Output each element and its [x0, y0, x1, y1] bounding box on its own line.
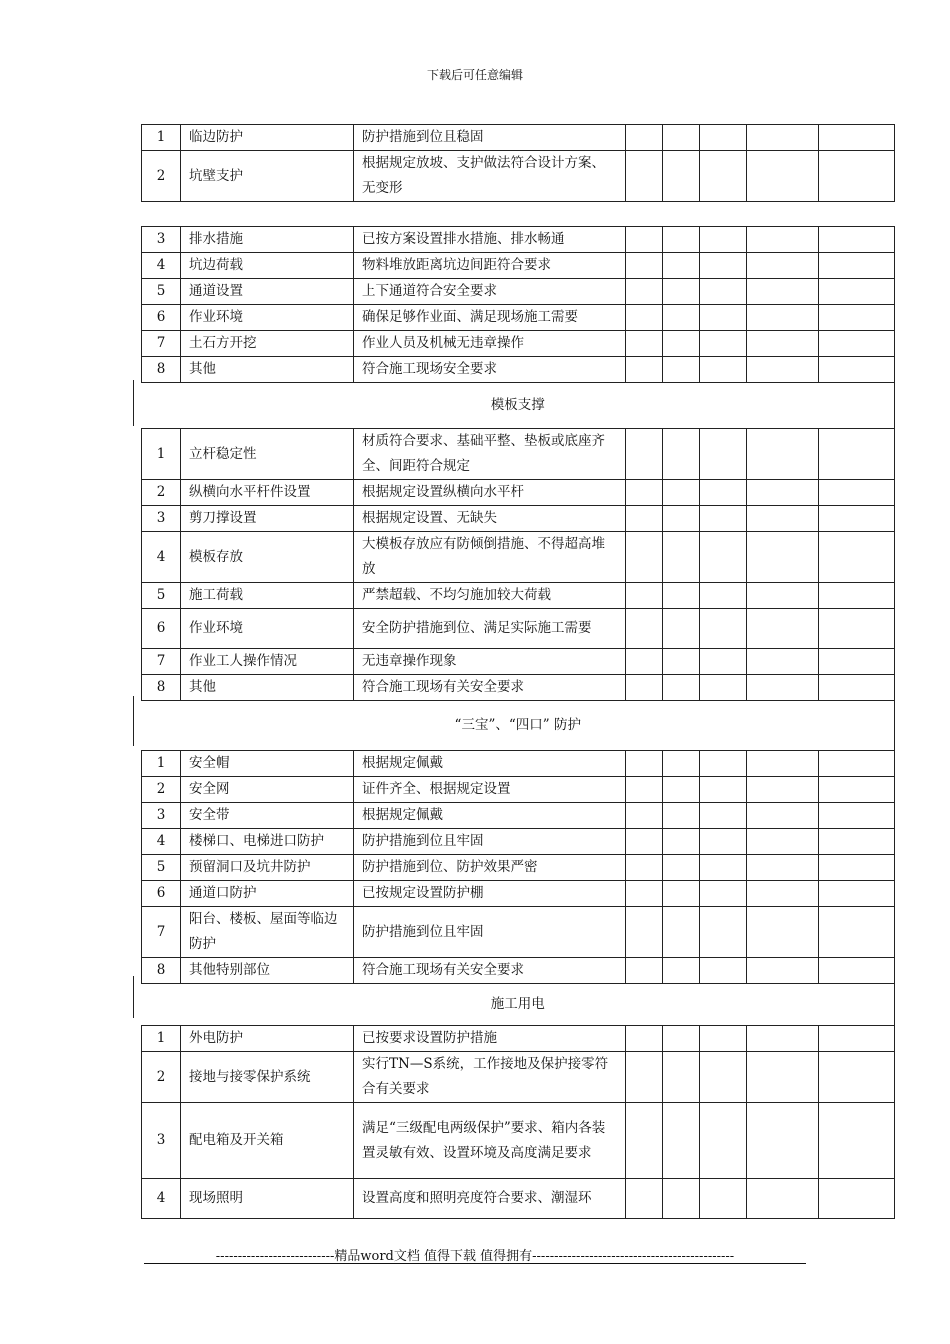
blank-cell — [747, 958, 819, 984]
blank-cell — [819, 480, 895, 506]
blank-cell — [747, 1179, 819, 1219]
blank-cell — [700, 1103, 747, 1179]
check-item: 土石方开挖 — [181, 331, 354, 357]
blank-cell — [819, 609, 895, 649]
table-row — [142, 480, 895, 506]
table-row — [142, 1179, 895, 1219]
check-item: 安全帽 — [181, 751, 354, 777]
blank-cell — [747, 675, 819, 701]
check-item: 现场照明 — [181, 1179, 354, 1219]
table-row — [142, 777, 895, 803]
blank-cell — [626, 751, 663, 777]
blank-cell — [663, 675, 700, 701]
blank-cell — [663, 855, 700, 881]
check-requirement: 已按要求设置防护措施 — [354, 1026, 626, 1052]
check-requirement: 证件齐全、根据规定设置 — [354, 777, 626, 803]
blank-cell — [819, 357, 895, 383]
blank-cell — [747, 1103, 819, 1179]
row-number: 6 — [142, 609, 181, 649]
blank-cell — [626, 227, 663, 253]
check-item: 纵横向水平杆件设置 — [181, 480, 354, 506]
row-number: 4 — [142, 829, 181, 855]
blank-cell — [626, 855, 663, 881]
table-row — [142, 675, 895, 701]
blank-cell — [819, 227, 895, 253]
check-requirement: 根据规定佩戴 — [354, 803, 626, 829]
check-item: 通道设置 — [181, 279, 354, 305]
blank-cell — [663, 305, 700, 331]
blank-cell — [663, 480, 700, 506]
row-number: 5 — [142, 855, 181, 881]
blank-cell — [819, 777, 895, 803]
section-header-row — [142, 383, 895, 429]
blank-cell — [700, 480, 747, 506]
blank-cell — [626, 279, 663, 305]
blank-cell — [747, 480, 819, 506]
row-number: 2 — [142, 480, 181, 506]
blank-cell — [626, 1179, 663, 1219]
row-number: 1 — [142, 1026, 181, 1052]
check-item: 楼梯口、电梯进口防护 — [181, 829, 354, 855]
table-row — [142, 506, 895, 532]
check-item: 安全带 — [181, 803, 354, 829]
check-requirement: 安全防护措施到位、满足实际施工需要 — [354, 609, 626, 649]
blank-cell — [819, 429, 895, 480]
check-requirement: 大模板存放应有防倾倒措施、不得超高堆放 — [354, 532, 626, 583]
blank-cell — [663, 429, 700, 480]
blank-cell — [663, 777, 700, 803]
blank-cell — [663, 1052, 700, 1103]
row-number: 2 — [142, 151, 181, 202]
row-number: 4 — [142, 253, 181, 279]
row-number: 3 — [142, 227, 181, 253]
check-requirement: 根据规定佩戴 — [354, 751, 626, 777]
check-item: 通道口防护 — [181, 881, 354, 907]
blank-cell — [663, 829, 700, 855]
blank-cell — [663, 907, 700, 958]
check-item: 预留洞口及坑井防护 — [181, 855, 354, 881]
row-number: 5 — [142, 583, 181, 609]
blank-cell — [663, 331, 700, 357]
blank-cell — [747, 855, 819, 881]
blank-cell — [747, 151, 819, 202]
table-row — [142, 1103, 895, 1179]
check-requirement: 根据规定放坡、支护做法符合设计方案、无变形 — [354, 151, 626, 202]
table-row — [142, 532, 895, 583]
row-number: 1 — [142, 429, 181, 480]
row-number: 8 — [142, 675, 181, 701]
blank-cell — [819, 125, 895, 151]
section-header-row — [142, 984, 895, 1026]
check-item: 临边防护 — [181, 125, 354, 151]
blank-cell — [819, 1026, 895, 1052]
table-row — [142, 151, 895, 202]
blank-cell — [663, 357, 700, 383]
blank-cell — [626, 881, 663, 907]
row-number: 6 — [142, 881, 181, 907]
table-row — [142, 305, 895, 331]
check-requirement: 符合施工现场安全要求 — [354, 357, 626, 383]
check-requirement: 满足“三级配电两级保护”要求、箱内各装置灵敏有效、设置环境及高度满足要求 — [354, 1103, 626, 1179]
blank-cell — [663, 751, 700, 777]
check-requirement: 材质符合要求、基础平整、垫板或底座齐全、间距符合规定 — [354, 429, 626, 480]
check-requirement: 严禁超载、不均匀施加较大荷载 — [354, 583, 626, 609]
blank-cell — [700, 881, 747, 907]
row-number: 7 — [142, 331, 181, 357]
blank-cell — [747, 532, 819, 583]
blank-cell — [747, 803, 819, 829]
blank-cell — [626, 1026, 663, 1052]
blank-cell — [747, 881, 819, 907]
check-requirement: 已按方案设置排水措施、排水畅通 — [354, 227, 626, 253]
check-item: 接地与接零保护系统 — [181, 1052, 354, 1103]
blank-cell — [663, 532, 700, 583]
check-item: 安全网 — [181, 777, 354, 803]
check-item: 其他 — [181, 357, 354, 383]
row-number: 3 — [142, 1103, 181, 1179]
row-number: 7 — [142, 907, 181, 958]
check-requirement: 物料堆放距离坑边间距符合要求 — [354, 253, 626, 279]
blank-cell — [819, 958, 895, 984]
row-number: 3 — [142, 803, 181, 829]
blank-cell — [700, 279, 747, 305]
row-number: 1 — [142, 751, 181, 777]
blank-cell — [663, 1103, 700, 1179]
check-item: 坑壁支护 — [181, 151, 354, 202]
row-number: 8 — [142, 958, 181, 984]
blank-cell — [700, 1052, 747, 1103]
blank-cell — [626, 675, 663, 701]
check-item: 配电箱及开关箱 — [181, 1103, 354, 1179]
check-requirement: 防护措施到位且牢固 — [354, 907, 626, 958]
table-row — [142, 649, 895, 675]
check-requirement: 符合施工现场有关安全要求 — [354, 675, 626, 701]
table-row — [142, 279, 895, 305]
blank-cell — [747, 506, 819, 532]
blank-cell — [700, 331, 747, 357]
check-item: 模板存放 — [181, 532, 354, 583]
blank-cell — [819, 506, 895, 532]
blank-cell — [626, 331, 663, 357]
blank-cell — [700, 803, 747, 829]
blank-cell — [747, 583, 819, 609]
table-row — [142, 253, 895, 279]
check-requirement: 作业人员及机械无违章操作 — [354, 331, 626, 357]
blank-cell — [700, 649, 747, 675]
table-row — [142, 751, 895, 777]
blank-cell — [700, 532, 747, 583]
check-requirement: 根据规定设置、无缺失 — [354, 506, 626, 532]
blank-cell — [626, 125, 663, 151]
row-number: 7 — [142, 649, 181, 675]
check-requirement: 实行TN—S系统，工作接地及保护接零符合有关要求 — [354, 1052, 626, 1103]
table-row — [142, 609, 895, 649]
table-row — [142, 1026, 895, 1052]
row-number: 4 — [142, 532, 181, 583]
blank-cell — [747, 1052, 819, 1103]
table-row — [142, 357, 895, 383]
blank-cell — [626, 583, 663, 609]
table-row — [142, 1052, 895, 1103]
section-border — [133, 696, 134, 746]
blank-cell — [626, 253, 663, 279]
blank-cell — [819, 305, 895, 331]
row-number: 1 — [142, 125, 181, 151]
blank-cell — [700, 675, 747, 701]
blank-cell — [700, 305, 747, 331]
row-number: 4 — [142, 1179, 181, 1219]
section-border — [133, 976, 134, 1018]
blank-cell — [819, 1103, 895, 1179]
check-requirement: 防护措施到位且牢固 — [354, 829, 626, 855]
blank-cell — [663, 253, 700, 279]
checklist-table-top — [141, 124, 895, 202]
blank-cell — [626, 305, 663, 331]
blank-cell — [626, 151, 663, 202]
section-border — [133, 380, 134, 426]
blank-cell — [700, 1179, 747, 1219]
blank-cell — [819, 907, 895, 958]
blank-cell — [819, 151, 895, 202]
blank-cell — [700, 583, 747, 609]
blank-cell — [626, 829, 663, 855]
blank-cell — [626, 357, 663, 383]
blank-cell — [700, 125, 747, 151]
blank-cell — [747, 1026, 819, 1052]
check-requirement: 防护措施到位且稳固 — [354, 125, 626, 151]
blank-cell — [700, 227, 747, 253]
blank-cell — [626, 907, 663, 958]
blank-cell — [700, 609, 747, 649]
row-number: 2 — [142, 777, 181, 803]
blank-cell — [700, 151, 747, 202]
blank-cell — [626, 803, 663, 829]
row-number: 8 — [142, 357, 181, 383]
blank-cell — [700, 777, 747, 803]
blank-cell — [663, 583, 700, 609]
table-row — [142, 429, 895, 480]
blank-cell — [626, 429, 663, 480]
section-header-row — [142, 701, 895, 751]
check-requirement: 已按规定设置防护棚 — [354, 881, 626, 907]
check-item: 施工荷载 — [181, 583, 354, 609]
check-item: 作业环境 — [181, 305, 354, 331]
blank-cell — [747, 907, 819, 958]
checklist-table-main — [141, 226, 895, 1219]
blank-cell — [819, 583, 895, 609]
table-row — [142, 331, 895, 357]
blank-cell — [626, 649, 663, 675]
blank-cell — [819, 532, 895, 583]
check-item: 立杆稳定性 — [181, 429, 354, 480]
section-title: “三宝”、“四口” 防护 — [142, 701, 895, 751]
blank-cell — [663, 506, 700, 532]
blank-cell — [819, 1179, 895, 1219]
blank-cell — [663, 227, 700, 253]
blank-cell — [700, 829, 747, 855]
blank-cell — [747, 125, 819, 151]
table-row — [142, 855, 895, 881]
section-title: 模板支撑 — [142, 383, 895, 429]
blank-cell — [747, 305, 819, 331]
check-item: 其他 — [181, 675, 354, 701]
blank-cell — [626, 480, 663, 506]
check-item: 其他特别部位 — [181, 958, 354, 984]
row-number: 3 — [142, 506, 181, 532]
table-row — [142, 803, 895, 829]
blank-cell — [700, 751, 747, 777]
blank-cell — [747, 609, 819, 649]
blank-cell — [626, 1052, 663, 1103]
blank-cell — [663, 151, 700, 202]
check-requirement: 符合施工现场有关安全要求 — [354, 958, 626, 984]
check-requirement: 根据规定设置纵横向水平杆 — [354, 480, 626, 506]
check-requirement: 上下通道符合安全要求 — [354, 279, 626, 305]
footer-rule — [144, 1263, 806, 1264]
blank-cell — [700, 907, 747, 958]
blank-cell — [747, 429, 819, 480]
table-row — [142, 227, 895, 253]
blank-cell — [700, 1026, 747, 1052]
blank-cell — [747, 279, 819, 305]
check-item: 坑边荷载 — [181, 253, 354, 279]
blank-cell — [700, 253, 747, 279]
blank-cell — [819, 803, 895, 829]
check-requirement: 无违章操作现象 — [354, 649, 626, 675]
blank-cell — [663, 958, 700, 984]
blank-cell — [663, 125, 700, 151]
row-number: 2 — [142, 1052, 181, 1103]
page-footer: ---------------------------精品word文档 值得下载 值得拥有---------------------------------------------- — [215, 1249, 735, 1264]
blank-cell — [819, 649, 895, 675]
table-row — [142, 907, 895, 958]
blank-cell — [819, 751, 895, 777]
blank-cell — [819, 881, 895, 907]
blank-cell — [663, 803, 700, 829]
blank-cell — [747, 751, 819, 777]
blank-cell — [663, 609, 700, 649]
blank-cell — [819, 1052, 895, 1103]
table-row — [142, 958, 895, 984]
blank-cell — [700, 855, 747, 881]
row-number: 5 — [142, 279, 181, 305]
check-requirement: 防护措施到位、防护效果严密 — [354, 855, 626, 881]
blank-cell — [819, 331, 895, 357]
table-row — [142, 881, 895, 907]
check-item: 阳台、楼板、屋面等临边防护 — [181, 907, 354, 958]
blank-cell — [663, 649, 700, 675]
check-item: 作业环境 — [181, 609, 354, 649]
row-number: 6 — [142, 305, 181, 331]
blank-cell — [819, 675, 895, 701]
blank-cell — [747, 253, 819, 279]
blank-cell — [626, 777, 663, 803]
check-requirement: 确保足够作业面、满足现场施工需要 — [354, 305, 626, 331]
blank-cell — [663, 1179, 700, 1219]
blank-cell — [626, 1103, 663, 1179]
blank-cell — [747, 829, 819, 855]
blank-cell — [700, 357, 747, 383]
blank-cell — [700, 506, 747, 532]
blank-cell — [747, 777, 819, 803]
check-item: 外电防护 — [181, 1026, 354, 1052]
blank-cell — [663, 279, 700, 305]
blank-cell — [626, 506, 663, 532]
table-row — [142, 829, 895, 855]
blank-cell — [747, 331, 819, 357]
blank-cell — [747, 649, 819, 675]
blank-cell — [700, 958, 747, 984]
check-item: 排水措施 — [181, 227, 354, 253]
blank-cell — [747, 357, 819, 383]
blank-cell — [663, 1026, 700, 1052]
blank-cell — [819, 855, 895, 881]
blank-cell — [819, 253, 895, 279]
blank-cell — [819, 829, 895, 855]
blank-cell — [626, 609, 663, 649]
blank-cell — [663, 881, 700, 907]
blank-cell — [626, 532, 663, 583]
blank-cell — [700, 429, 747, 480]
blank-cell — [819, 279, 895, 305]
page-header: 下载后可任意编辑 — [426, 68, 523, 82]
section-title: 施工用电 — [142, 984, 895, 1026]
check-item: 作业工人操作情况 — [181, 649, 354, 675]
check-requirement: 设置高度和照明亮度符合要求、潮湿环 — [354, 1179, 626, 1219]
blank-cell — [626, 958, 663, 984]
check-item: 剪刀撑设置 — [181, 506, 354, 532]
table-row — [142, 125, 895, 151]
blank-cell — [747, 227, 819, 253]
table-row — [142, 583, 895, 609]
